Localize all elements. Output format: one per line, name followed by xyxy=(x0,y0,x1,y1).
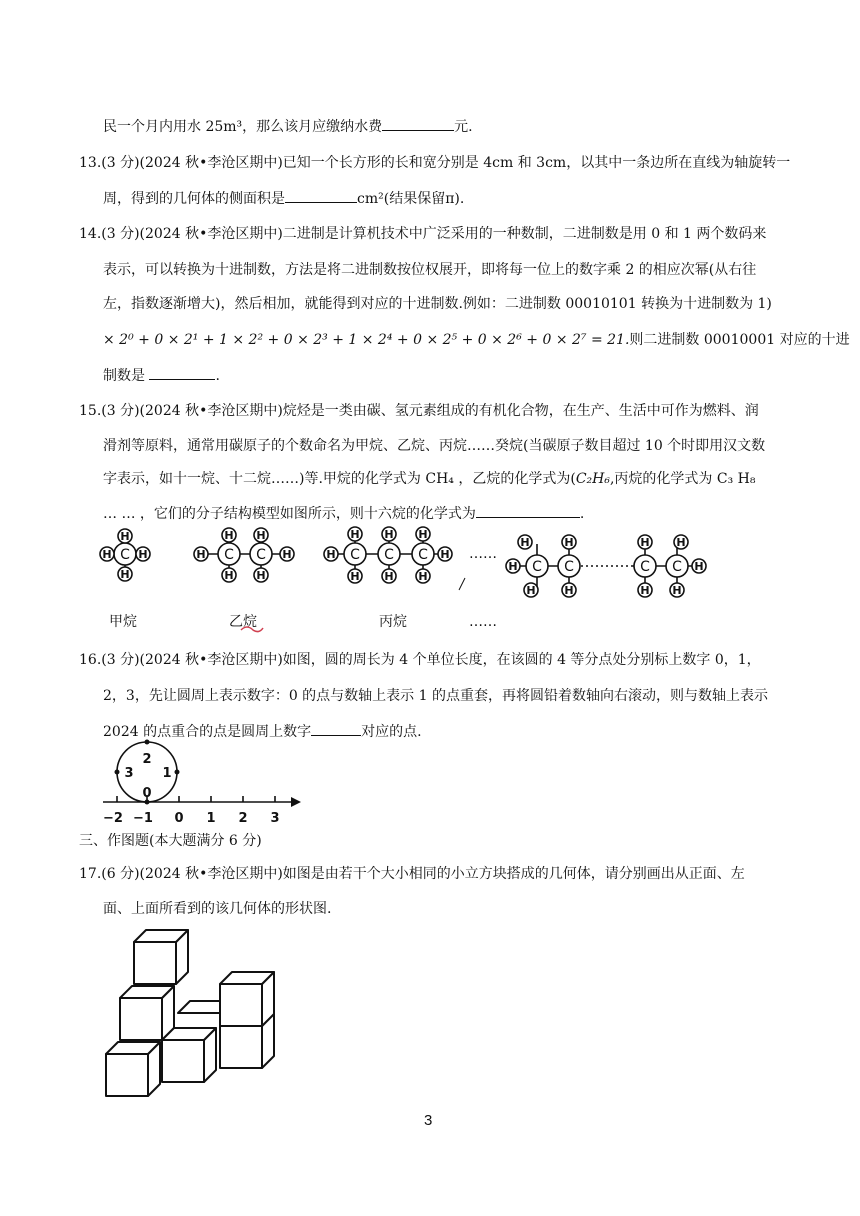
h-atom: H xyxy=(384,528,394,541)
q16-line1: 16.(3 分)(2024 秋•李沧区期中)如图，圆的周长为 4 个单位长度，在该圆的 4 等分点处分别标上数字 0，1， xyxy=(79,652,761,668)
h-atom: H xyxy=(526,584,536,597)
h-atom: H xyxy=(418,528,428,541)
h-atom: H xyxy=(120,568,130,581)
circle-label-1: 1 xyxy=(162,766,172,781)
axis-label: 0 xyxy=(174,811,184,826)
c-atom: C xyxy=(384,547,394,563)
q13-answer-blank[interactable] xyxy=(285,188,357,203)
h-atom: H xyxy=(224,529,234,542)
label-propane: 丙烷 xyxy=(379,614,407,630)
c-atom: C xyxy=(672,559,682,575)
circle-label-0: 0 xyxy=(142,786,152,801)
q14-line1: 14.(3 分)(2024 秋•李沧区期中)二进制是计算机技术中广泛采用的一种数制，二进制数是用 0 和 1 两个数码来 xyxy=(79,226,767,242)
q15-text-a: 字表示，如十一烷、十二烷……)等.甲烷的化学式为 CH₄ ，乙烷的化学式为( xyxy=(103,471,576,487)
c-atom: C xyxy=(120,547,130,563)
axis-label: −2 xyxy=(103,811,123,826)
q15-line3 xyxy=(103,469,755,489)
c-atom: C xyxy=(224,547,234,563)
axis-label: 2 xyxy=(238,811,248,826)
q15-text-b: ,丙烷的化学式为 C₃ H₈ xyxy=(609,471,756,487)
q15-text-post: . xyxy=(579,506,585,522)
h-atom: H xyxy=(120,530,130,543)
label-methane: 甲烷 xyxy=(109,614,137,630)
q15-ethane-formula: C₂H₆ xyxy=(575,471,610,487)
h-atom: H xyxy=(640,536,650,549)
q16-answer-blank[interactable] xyxy=(311,721,361,736)
h-atom: H xyxy=(418,570,428,583)
h-atom: H xyxy=(282,548,292,561)
page-number: 3 xyxy=(424,1112,433,1129)
h-atom: H xyxy=(520,536,530,549)
c-atom: C xyxy=(350,547,360,563)
alkane-molecule-figure xyxy=(95,522,735,638)
h-atom: H xyxy=(224,569,234,582)
q16-text-post: 对应的点. xyxy=(361,724,422,740)
c-atom: C xyxy=(532,559,542,575)
h-atom: H xyxy=(564,584,574,597)
h-atom: H xyxy=(138,548,148,561)
h-atom: H xyxy=(196,548,206,561)
q15-line2: 滑剂等原料，通常用碳原子的个数命名为甲烷、乙烷、丙烷……癸烷(当碳原子数目超过 10 个时即用汉文数 xyxy=(103,438,766,454)
q14-line5 xyxy=(103,365,220,386)
axis-label: −1 xyxy=(133,811,153,826)
h-atom: H xyxy=(640,584,650,597)
q13-line2 xyxy=(103,188,464,209)
q16-text: 2024 的点重合的点是圆周上数字 xyxy=(103,724,312,740)
h-atom: H xyxy=(350,570,360,583)
h-atom: H xyxy=(440,548,450,561)
axis-label: 3 xyxy=(270,811,280,826)
q13-line1: 13.(3 分)(2024 秋•李沧区期中)已知一个长方形的长和宽分别是 4cm 和 3cm，以其中一条边所在直线为轴旋转一 xyxy=(79,155,791,171)
q14-text-post: . xyxy=(215,368,220,384)
q15-text: … … ，它们的分子结构模型如图所示，则十六烷的化学式为 xyxy=(103,506,476,522)
q12-answer-blank[interactable] xyxy=(382,116,454,131)
q16-line2: 2，3，先让圆周上表示数字：0 的点与数轴上表示 1 的点重套，再将圆铅着数轴向右滚动，则与数轴上表示 xyxy=(103,688,768,704)
c-atom: C xyxy=(256,547,266,563)
q17-line2: 面、上面所看到的该几何体的形状图. xyxy=(103,901,332,917)
circle-label-2: 2 xyxy=(142,752,152,767)
ethane-molecule xyxy=(194,528,294,582)
h-atom: H xyxy=(694,560,704,573)
circle-number-line-figure xyxy=(95,736,315,828)
c-atom: C xyxy=(564,559,574,575)
h-atom: H xyxy=(384,570,394,583)
h-atom: H xyxy=(350,528,360,541)
h-atom: H xyxy=(102,548,112,561)
cube-stack-figure xyxy=(100,922,290,1102)
h-atom: H xyxy=(256,529,266,542)
h-atom: H xyxy=(672,584,682,597)
h-atom: H xyxy=(326,548,336,561)
q12-text: 民一个月内用水 25m³，那么该月应缴纳水费 xyxy=(103,119,383,135)
c-atom: C xyxy=(640,559,650,575)
q14-text: 制数是 xyxy=(103,368,145,384)
q17-line1: 17.(6 分)(2024 秋•李沧区期中)如图是由若干个大小相同的小立方块搭成的几何体，请分别画出从正面、左 xyxy=(79,866,745,882)
q14-answer-blank[interactable] xyxy=(149,365,215,380)
q14-line4 xyxy=(103,330,850,350)
q14-line3: 左，指数逐渐增大)，然后相加，就能得到对应的十进制数.例如：二进制数 00010101 转换为十进制数为 1) xyxy=(103,296,772,312)
h-atom: H xyxy=(508,560,518,573)
label-ethane: 乙烷 xyxy=(229,614,257,630)
axis-label: 1 xyxy=(206,811,216,826)
h-atom: H xyxy=(676,536,686,549)
q14-line4-text: 则二进制数 00010001 对应的十进 xyxy=(629,332,850,348)
q15-line4 xyxy=(103,503,584,524)
h-atom: H xyxy=(256,569,266,582)
q13-text-post: cm²(结果保留π). xyxy=(357,191,465,207)
c-atom: C xyxy=(418,547,428,563)
q12-text-post: 元. xyxy=(454,119,473,135)
q15-line1: 15.(3 分)(2024 秋•李沧区期中)烷烃是一类由碳、氢元素组成的有机化合物，在生产、生活中可作为燃料、润 xyxy=(79,403,759,419)
q12-line1 xyxy=(103,116,473,137)
q14-line2: 表示，可以转换为十进制数，方法是将二进制数按位权展开，即将每一位上的数字乘 2 的相应次幂(从右往 xyxy=(103,262,757,278)
ellipsis-bottom: …… xyxy=(469,614,497,630)
q15-answer-blank[interactable] xyxy=(476,503,580,518)
ellipsis: …… xyxy=(469,546,497,562)
q14-formula: × 2⁰ + 0 × 2¹ + 1 × 2² + 0 × 2³ + 1 × 2⁴ + 0 × 2⁵ + 0 × 2⁶ + 0 × 2⁷ = 21. xyxy=(103,332,630,348)
q13-text: 周，得到的几何体的侧面积是 xyxy=(103,191,285,207)
section-heading-3: 三、作图题(本大题满分 6 分) xyxy=(79,833,262,849)
h-atom: H xyxy=(564,536,574,549)
number-line-arrow xyxy=(291,797,301,807)
circle-label-3: 3 xyxy=(124,766,134,781)
